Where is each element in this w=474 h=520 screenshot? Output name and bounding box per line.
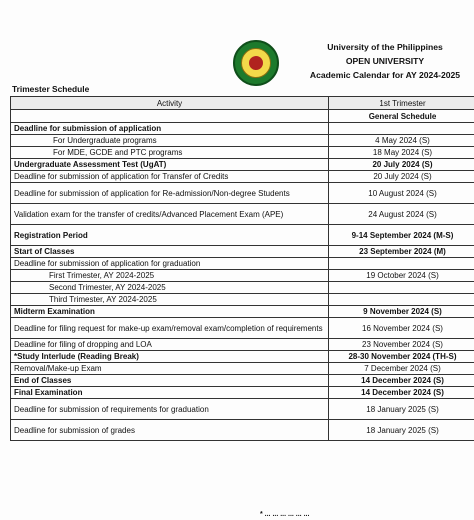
activity-cell: Deadline for submission of application [11,123,329,135]
activity-cell: First Trimester, AY 2024-2025 [11,270,329,282]
campus-name: OPEN UNIVERSITY [345,56,425,66]
table-header-row [11,97,474,110]
date-cell [329,294,474,306]
activity-cell: Registration Period [11,225,329,246]
activity-cell: Removal/Make-up Exam [11,363,329,375]
table-row [11,306,474,318]
activity-cell: Deadline for filing of dropping and LOA [11,339,329,351]
table-row [11,270,474,282]
date-cell: 18 January 2025 (S) [329,399,474,420]
activity-cell: Deadline for submission of grades [11,420,329,441]
activity-cell: Deadline for filing request for make-up exam/removal exam/completion of requirements [11,318,329,339]
activity-cell: End of Classes [11,375,329,387]
date-cell: 10 August 2024 (S) [329,183,474,204]
table-row [11,399,474,420]
date-cell: 7 December 2024 (S) [329,363,474,375]
date-cell: 18 January 2025 (S) [329,420,474,441]
activity-cell: Final Examination [11,387,329,399]
table-row [11,159,474,171]
activity-cell: Start of Classes [11,246,329,258]
date-cell: 18 May 2024 (S) [329,147,474,159]
activity-cell: For Undergraduate programs [11,135,329,147]
schedule-table [10,96,474,441]
table-row [11,258,474,270]
table-row [11,363,474,375]
activity-cell: Undergraduate Assessment Test (UgAT) [11,159,329,171]
date-cell: 24 August 2024 (S) [329,204,474,225]
table-row [11,339,474,351]
activity-cell: For MDE, GCDE and PTC programs [11,147,329,159]
table-row [11,225,474,246]
section-label: Trimester Schedule [12,84,90,94]
activity-cell: Deadline for submission of application for Transfer of Credits [11,171,329,183]
table-row [11,387,474,399]
trimester-column-header: 1st Trimester [329,97,474,110]
table-row [11,147,474,159]
activity-cell: Validation exam for the transfer of credits/Advanced Placement Exam (APE) [11,204,329,225]
date-cell: 23 November 2024 (S) [329,339,474,351]
activity-cell: Deadline for submission of requirements for graduation [11,399,329,420]
table-subheader-row [11,110,474,123]
date-cell: 9-14 September 2024 (M-S) [329,225,474,246]
activity-cell: *Study Interlude (Reading Break) [11,351,329,363]
activity-cell: Deadline for submission of application for Re-admission/Non-degree Students [11,183,329,204]
date-cell: 23 September 2024 (M) [329,246,474,258]
table-row [11,375,474,387]
university-name: University of the Philippines [327,42,443,52]
date-cell: 16 November 2024 (S) [329,318,474,339]
date-cell: 20 July 2024 (S) [329,159,474,171]
activity-cell: Deadline for submission of application for graduation [11,258,329,270]
date-cell: 4 May 2024 (S) [329,135,474,147]
date-cell [329,258,474,270]
date-cell: 14 December 2024 (S) [329,375,474,387]
activity-subheader-blank [11,110,329,123]
date-cell [329,123,474,135]
seal-core [249,56,263,70]
date-cell: 14 December 2024 (S) [329,387,474,399]
activity-cell: Third Trimester, AY 2024-2025 [11,294,329,306]
general-schedule-header: General Schedule [329,110,474,123]
university-seal-logo [233,40,279,86]
date-cell: 19 October 2024 (S) [329,270,474,282]
table-row [11,204,474,225]
date-cell: 20 July 2024 (S) [329,171,474,183]
calendar-title: Academic Calendar for AY 2024-2025 [309,70,461,80]
table-row [11,171,474,183]
table-row [11,420,474,441]
table-row [11,183,474,204]
table-row [11,294,474,306]
footer-note: * ... ... ... ... ... ... [260,511,310,518]
activity-cell: Second Trimester, AY 2024-2025 [11,282,329,294]
activity-column-header: Activity [11,97,329,110]
activity-cell: Midterm Examination [11,306,329,318]
date-cell: 28-30 November 2024 (TH-S) [329,351,474,363]
table-row [11,351,474,363]
date-cell [329,282,474,294]
table-row [11,246,474,258]
table-row [11,318,474,339]
table-row [11,123,474,135]
table-row [11,282,474,294]
document-header [296,40,474,82]
date-cell: 9 November 2024 (S) [329,306,474,318]
table-row [11,135,474,147]
